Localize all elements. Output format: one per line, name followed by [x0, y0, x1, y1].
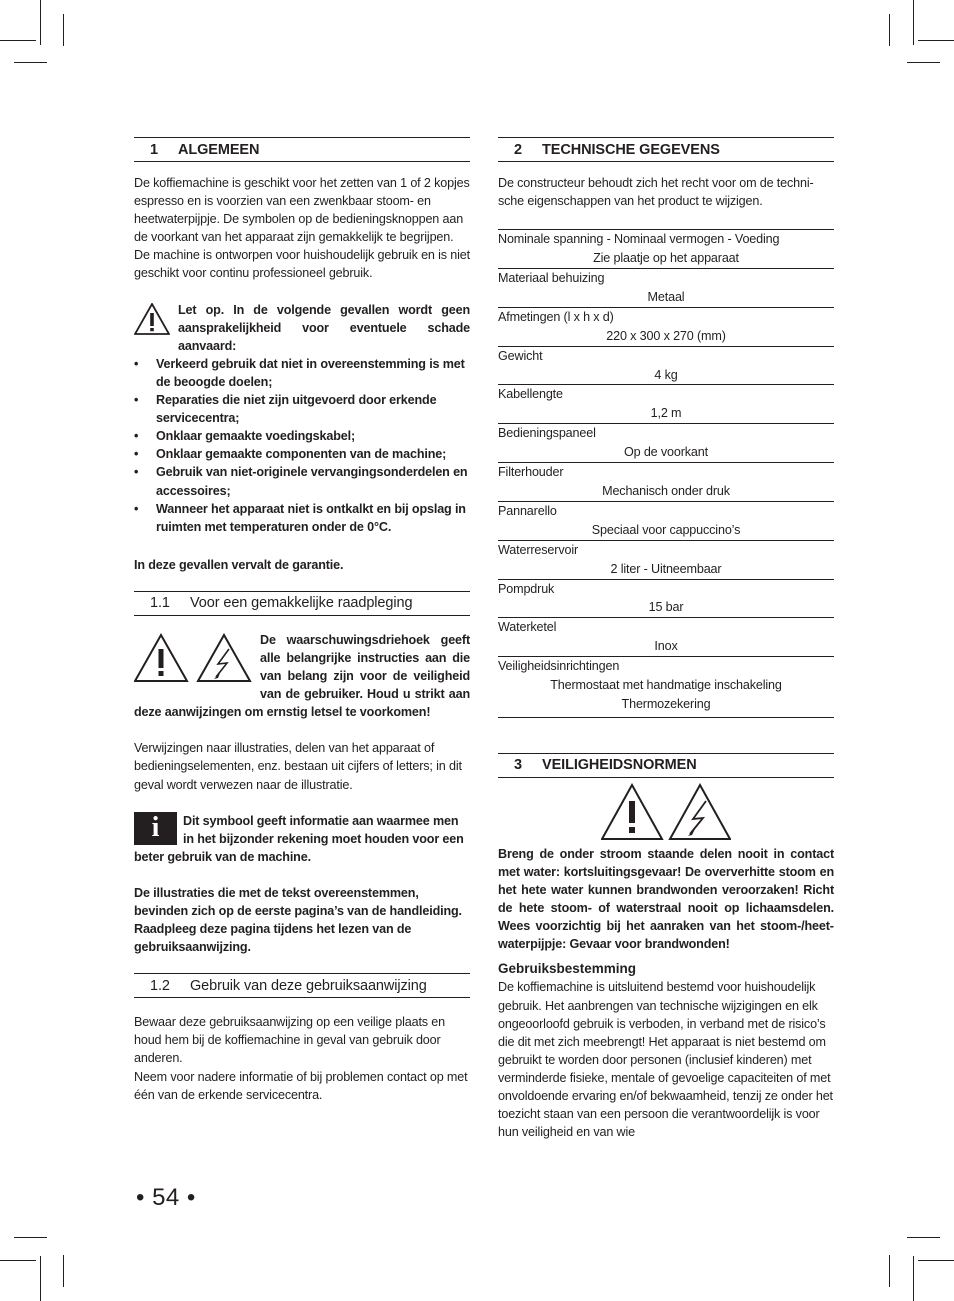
table-row — [498, 385, 834, 424]
spec-value: 15 bar — [648, 600, 684, 615]
crop-mark — [0, 1260, 36, 1261]
spec-label: Filterhouder — [498, 465, 564, 480]
info-icon: i — [134, 812, 177, 845]
warning-triangle-icon — [135, 635, 187, 681]
spec-value: 2 liter - Uitneembaar — [610, 561, 722, 576]
section-number: 1.2 — [150, 977, 170, 994]
crop-mark — [913, 0, 914, 45]
spec-value: Thermostaat met handmatige inschakeling — [550, 678, 782, 693]
spec-value: Mechanisch onder druk — [602, 483, 730, 498]
list-item: • Wanneer het apparaat niet is ontkalkt en bij opslag in ruimten met temperaturen onder de 0°C. — [134, 500, 470, 536]
list-item: • Onklaar gemaakte componenten van de machine; — [134, 445, 470, 463]
crop-mark — [40, 0, 41, 45]
table-row — [498, 307, 834, 346]
spec-label: Pompdruk — [498, 581, 555, 596]
table-row — [498, 269, 834, 308]
list-item: • Reparaties die niet zijn uitgevoerd door erkende servicecentra; — [134, 391, 470, 427]
spec-label: Bedieningspaneel — [498, 426, 596, 441]
crop-mark — [889, 14, 890, 46]
spec-label: Waterketel — [498, 620, 557, 635]
spec-value: Metaal — [647, 289, 685, 304]
crop-mark — [907, 1237, 940, 1238]
table-row — [498, 579, 834, 618]
usage-subheading: Gebruiksbestemming — [498, 961, 637, 977]
crop-mark — [14, 62, 47, 63]
spec-label: Kabellengte — [498, 387, 563, 402]
usage-paragraph: De koffiemachine is uitsluitend bestemd voor huishoudelijk gebruik. Het aanbrengen van technische wijzigingen en elk ongeoorloofd gebruik is verboden, in verband met de risico’s die dit met zich meebrengt! Het apparaat is niet bestemd om gebruikt te worden door personen (inclusief kinderen) met verminderde fisieke, mentale of gevoelige capaciteiten of met onvoldoende ervaring en/of bekwaamheid, tenzij ze onder het toezicht staan van een persoon die verantwoordelijk is voor hun veiligheid en van wie — [498, 980, 833, 1140]
spec-value: 4 kg — [654, 367, 678, 382]
section-2-heading — [498, 137, 834, 162]
list-item: • Gebruik van niet-originele vervangingsonderdelen en accessoires; — [134, 463, 470, 499]
spec-value: Zie plaatje op het apparaat — [593, 251, 739, 266]
table-row — [498, 346, 834, 385]
crop-mark — [40, 1256, 41, 1301]
section-number: 3 — [514, 757, 522, 774]
section-title: ALGEMEEN — [178, 141, 260, 158]
spec-table — [498, 229, 834, 718]
section-1-heading — [134, 137, 470, 162]
spec-label: Gewicht — [498, 348, 543, 363]
table-row — [498, 501, 834, 540]
spec-value: 220 x 300 x 270 (mm) — [606, 328, 726, 343]
warning-triangle-icon — [602, 785, 662, 839]
tech-intro: De constructeur behoudt zich het recht voor om de technische eigenschappen van het product te wijzigen. — [498, 176, 814, 209]
crop-mark — [14, 1237, 47, 1238]
left-column — [134, 137, 470, 1104]
spec-label: Pannarello — [498, 503, 557, 518]
storage-paragraph: Bewaar deze gebruiksaanwijzing op een veilige plaats en houd hem bij de koffiemachine in geval van gebruik door anderen. — [134, 1015, 445, 1066]
contact-paragraph: Neem voor nadere informatie of bij problemen contact op met één van de erkende servicecentra. — [134, 1069, 468, 1102]
safety-warning-block — [134, 631, 470, 721]
table-row — [498, 424, 834, 463]
warning-symbols — [134, 633, 252, 688]
spec-label: Afmetingen (l x h x d) — [498, 309, 614, 324]
section-title: Gebruik van deze gebruiksaanwijzing — [190, 977, 427, 994]
spec-label: Materiaal behuizing — [498, 271, 605, 285]
crop-mark — [907, 62, 940, 63]
warning-triangle-icon — [134, 303, 170, 340]
spec-label: Veiligheidsinrichtingen — [498, 659, 620, 674]
crop-mark — [913, 1256, 914, 1301]
section-title: VEILIGHEIDSNORMEN — [542, 757, 697, 774]
section-3-heading — [498, 753, 834, 778]
list-item: • Onklaar gemaakte voedingskabel; — [134, 427, 470, 445]
usage-paragraph: De machine is ontworpen voor huishoudelijk gebruik en is niet geschikt voor continu professioneel gebruik. — [134, 248, 470, 281]
section-number: 2 — [514, 141, 522, 158]
illustrations-paragraph: De illustraties die met de tekst overeenstemmen, bevinden zich op de eerste pagina’s van de handleiding. Raadpleeg deze pagina tijdens het lezen van de gebruiksaanwijzing. — [134, 885, 462, 955]
table-row — [498, 657, 834, 718]
liability-warning — [134, 301, 470, 536]
section-number: 1.1 — [150, 595, 170, 612]
crop-mark — [918, 1260, 954, 1261]
spec-value: Inox — [654, 639, 678, 654]
section-title: TECHNISCHE GEGEVENS — [542, 141, 720, 158]
table-row — [498, 230, 834, 269]
crop-mark — [0, 40, 36, 41]
crop-mark — [63, 14, 64, 46]
section-number: 1 — [150, 141, 158, 158]
spec-label: Nominale spanning - Nominaal vermogen - Voeding — [498, 232, 780, 247]
spec-value: Op de voorkant — [623, 445, 708, 460]
warning-intro: Let op. In de volgende gevallen wordt geen aansprakelijkheid voor eventuele schade aanvaard: — [178, 302, 470, 353]
safety-symbols — [498, 783, 834, 843]
crop-mark — [918, 40, 954, 41]
crop-mark — [63, 1255, 64, 1287]
warning-list — [134, 355, 470, 536]
table-row — [498, 618, 834, 657]
spec-value: Speciaal voor cappuccino’s — [591, 522, 741, 537]
section-1-1-heading — [134, 591, 470, 616]
electric-hazard-icon — [670, 785, 730, 839]
warranty-note: In deze gevallen vervalt de garantie. — [134, 557, 344, 572]
table-row — [498, 463, 834, 502]
electric-hazard-icon — [198, 635, 250, 681]
crop-mark — [889, 1255, 890, 1287]
safety-warning: Breng de onder stroom staande delen nooit in contact met water: kortsluitingsgevaar! De oververhitte stoom en het hete water kunnen brandwonden veroorzaken! Richt de hete stoom- of waterstraal nooit op lichaamsdelen. Wees voorzichtig bij het aanraken van het stoom-/heetwaterpijpje: Gevaar voor brandwonden! — [498, 846, 834, 952]
info-text: Dit symbool geeft informatie aan waarmee men in het bijzonder rekening moet houden voor een beter gebruik van de machine. — [134, 813, 464, 864]
intro-paragraph: De koffiemachine is geschikt voor het zetten van 1 of 2 kopjes espresso en is voorzien van een zwenkbaar stoom- en heetwaterpijpje. De symbolen op de bedieningsknoppen aan de voorkant van het apparaat zijn gemakkelijk te begrijpen. — [134, 176, 470, 245]
section-1-2-heading — [134, 973, 470, 998]
page-number: • 54 • — [136, 1184, 196, 1211]
references-paragraph: Verwijzingen naar illustraties, delen van het apparaat of bedieningselementen, enz. bestaan uit cijfers of letters; in dit geval wordt verwezen naar de illustratie. — [134, 741, 462, 792]
section-title: Voor een gemakkelijke raadpleging — [190, 595, 413, 612]
spec-value: Thermozekering — [621, 696, 711, 711]
spec-label: Waterreservoir — [498, 542, 579, 557]
warning-triangle-text: De waarschuwingsdriehoek geeft alle belangrijke instructies aan die van belang zijn voor de veiligheid van de gebruiker. Houd u strikt aan deze aanwijzingen om ernstig letsel te voorkomen! — [134, 632, 470, 720]
spec-value: 1,2 m — [650, 406, 682, 421]
table-row — [498, 540, 834, 579]
list-item: • Verkeerd gebruik dat niet in overeenstemming is met de beoogde doelen; — [134, 355, 470, 391]
right-column — [498, 137, 834, 1141]
info-block — [134, 812, 470, 866]
